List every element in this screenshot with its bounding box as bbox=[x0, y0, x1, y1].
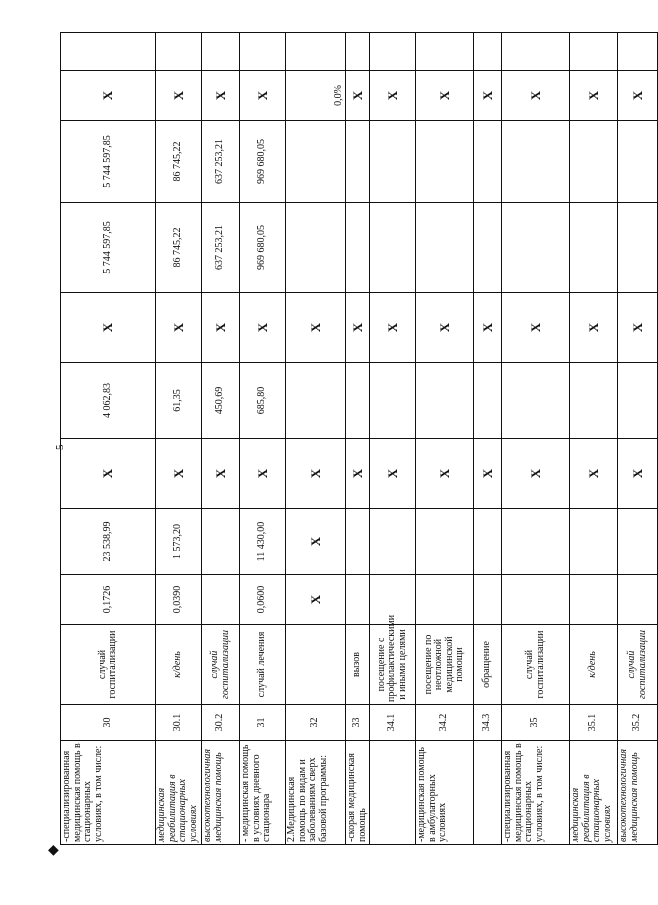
budget-per-capita-cell: X bbox=[61, 439, 156, 509]
table-row bbox=[618, 33, 658, 845]
total-cell bbox=[416, 121, 474, 203]
oms-per-capita-cell bbox=[474, 363, 502, 439]
oms-total-cell bbox=[346, 203, 370, 293]
oms-total-cell bbox=[570, 203, 618, 293]
share-cell: X bbox=[416, 71, 474, 121]
budget-total-cell: X bbox=[370, 293, 416, 363]
budget-per-capita-cell: X bbox=[370, 439, 416, 509]
empty-cell bbox=[474, 33, 502, 71]
oms-per-capita-cell bbox=[286, 363, 346, 439]
total-cell bbox=[570, 121, 618, 203]
unit-cell: обращение bbox=[474, 625, 502, 705]
oms-per-capita-cell: 4 062,83 bbox=[61, 363, 156, 439]
budget-total-cell: X bbox=[61, 293, 156, 363]
budget-total-cell: X bbox=[570, 293, 618, 363]
unit-cell: посещение с профилактическими и иными целями bbox=[370, 625, 416, 705]
table-row bbox=[416, 33, 474, 845]
oms-total-cell: 5 744 597,85 bbox=[61, 203, 156, 293]
oms-total-cell: 637 253,21 bbox=[202, 203, 240, 293]
share-cell: X bbox=[240, 71, 286, 121]
cost-cell bbox=[416, 509, 474, 575]
total-cell bbox=[474, 121, 502, 203]
row-name-cell: -скорая медицинская помощь bbox=[346, 741, 370, 845]
budget-total-cell: X bbox=[502, 293, 570, 363]
volume-cell: 0,0600 bbox=[240, 575, 286, 625]
budget-total-cell: X bbox=[416, 293, 474, 363]
row-code-cell: 34.1 bbox=[370, 705, 416, 741]
row-code-cell: 30.2 bbox=[202, 705, 240, 741]
oms-per-capita-cell: 450,69 bbox=[202, 363, 240, 439]
row-code-cell: 35 bbox=[502, 705, 570, 741]
row-code-cell: 30 bbox=[61, 705, 156, 741]
oms-per-capita-cell: 61,35 bbox=[156, 363, 202, 439]
cost-cell: 11 430,00 bbox=[240, 509, 286, 575]
budget-per-capita-cell: X bbox=[618, 439, 658, 509]
volume-cell bbox=[346, 575, 370, 625]
share-cell: X bbox=[370, 71, 416, 121]
row-code-cell: 35.2 bbox=[618, 705, 658, 741]
oms-per-capita-cell bbox=[346, 363, 370, 439]
share-cell: X bbox=[570, 71, 618, 121]
cost-cell: X bbox=[286, 509, 346, 575]
budget-per-capita-cell: X bbox=[474, 439, 502, 509]
row-name-cell: высокотехнологичная медицинская помощь bbox=[618, 741, 658, 845]
unit-cell: случай госпитализации bbox=[618, 625, 658, 705]
unit-cell bbox=[286, 625, 346, 705]
total-cell bbox=[370, 121, 416, 203]
row-name-cell bbox=[474, 741, 502, 845]
row-name-cell: медицинская реабилитация в стационарных условиях bbox=[570, 741, 618, 845]
share-cell: X bbox=[61, 71, 156, 121]
oms-total-cell bbox=[618, 203, 658, 293]
row-name-cell: медицинская реабилитация в стационарных условиях bbox=[156, 741, 202, 845]
budget-per-capita-cell: X bbox=[156, 439, 202, 509]
oms-per-capita-cell bbox=[618, 363, 658, 439]
table-row bbox=[570, 33, 618, 845]
budget-total-cell: X bbox=[474, 293, 502, 363]
total-cell bbox=[286, 121, 346, 203]
volume-cell: 0,0390 bbox=[156, 575, 202, 625]
table-row bbox=[370, 33, 416, 845]
empty-cell bbox=[618, 33, 658, 71]
oms-total-cell bbox=[370, 203, 416, 293]
total-cell: 969 680,05 bbox=[240, 121, 286, 203]
total-cell bbox=[346, 121, 370, 203]
table-row bbox=[474, 33, 502, 845]
oms-per-capita-cell bbox=[570, 363, 618, 439]
oms-per-capita-cell bbox=[502, 363, 570, 439]
table-row bbox=[286, 33, 346, 845]
cost-cell bbox=[346, 509, 370, 575]
rotated-table-wrapper bbox=[60, 33, 648, 845]
budget-total-cell: X bbox=[286, 293, 346, 363]
volume-cell bbox=[474, 575, 502, 625]
empty-cell bbox=[286, 33, 346, 71]
table-row bbox=[61, 33, 156, 845]
share-cell: X bbox=[156, 71, 202, 121]
cost-cell: 1 573,20 bbox=[156, 509, 202, 575]
unit-cell: случай госпитализации bbox=[502, 625, 570, 705]
oms-per-capita-cell bbox=[370, 363, 416, 439]
volume-cell bbox=[618, 575, 658, 625]
volume-cell: X bbox=[286, 575, 346, 625]
budget-total-cell: X bbox=[346, 293, 370, 363]
unit-cell: к/день bbox=[156, 625, 202, 705]
empty-cell bbox=[61, 33, 156, 71]
row-name-cell: высокотехнологичная медицинская помощь bbox=[202, 741, 240, 845]
empty-cell bbox=[502, 33, 570, 71]
budget-per-capita-cell: X bbox=[346, 439, 370, 509]
total-cell: 86 745,22 bbox=[156, 121, 202, 203]
empty-cell bbox=[202, 33, 240, 71]
oms-total-cell: 86 745,22 bbox=[156, 203, 202, 293]
volume-cell bbox=[502, 575, 570, 625]
row-name-cell: -специализированная медицинская помощь в стационарных условиях, в том числе: bbox=[61, 741, 156, 845]
budget-per-capita-cell: X bbox=[202, 439, 240, 509]
share-cell: X bbox=[618, 71, 658, 121]
oms-total-cell bbox=[286, 203, 346, 293]
cost-cell: 23 538,99 bbox=[61, 509, 156, 575]
row-name-cell: 2.Медицинская помощь по видам и заболеваниям сверх базовой программы: bbox=[286, 741, 346, 845]
cost-cell bbox=[370, 509, 416, 575]
table-row bbox=[202, 33, 240, 845]
row-code-cell: 34.3 bbox=[474, 705, 502, 741]
budget-per-capita-cell: X bbox=[570, 439, 618, 509]
row-name-cell: -медицинская помощь в амбулаторных условиях bbox=[416, 741, 474, 845]
cost-cell bbox=[202, 509, 240, 575]
row-code-cell: 31 bbox=[240, 705, 286, 741]
budget-total-cell: X bbox=[618, 293, 658, 363]
budget-total-cell: X bbox=[240, 293, 286, 363]
share-cell: X bbox=[474, 71, 502, 121]
row-code-cell: 35.1 bbox=[570, 705, 618, 741]
row-name-cell bbox=[370, 741, 416, 845]
cost-cell bbox=[618, 509, 658, 575]
cost-cell bbox=[570, 509, 618, 575]
unit-cell: случай госпитализации bbox=[61, 625, 156, 705]
oms-total-cell bbox=[416, 203, 474, 293]
financing-table bbox=[60, 32, 658, 845]
share-cell: 0,0% bbox=[286, 71, 346, 121]
oms-total-cell: 969 680,05 bbox=[240, 203, 286, 293]
oms-per-capita-cell: 685,80 bbox=[240, 363, 286, 439]
total-cell bbox=[618, 121, 658, 203]
page-number: 5 bbox=[54, 444, 66, 450]
unit-cell: случай лечения bbox=[240, 625, 286, 705]
row-name-cell: - медицинская помощь в условиях дневного стационара bbox=[240, 741, 286, 845]
unit-cell: случай госпитализации bbox=[202, 625, 240, 705]
table-row bbox=[240, 33, 286, 845]
table-row bbox=[502, 33, 570, 845]
empty-cell bbox=[346, 33, 370, 71]
cost-cell bbox=[474, 509, 502, 575]
oms-total-cell bbox=[474, 203, 502, 293]
oms-per-capita-cell bbox=[416, 363, 474, 439]
unit-cell: к/день bbox=[570, 625, 618, 705]
total-cell: 637 253,21 bbox=[202, 121, 240, 203]
unit-cell: посещение по неотложной медицинской помощи bbox=[416, 625, 474, 705]
empty-cell bbox=[370, 33, 416, 71]
budget-per-capita-cell: X bbox=[240, 439, 286, 509]
row-name-cell: -специализированная медицинская помощь в стационарных условиях, в том числе: bbox=[502, 741, 570, 845]
cost-cell bbox=[502, 509, 570, 575]
volume-cell bbox=[570, 575, 618, 625]
share-cell: X bbox=[202, 71, 240, 121]
share-cell: X bbox=[346, 71, 370, 121]
empty-cell bbox=[416, 33, 474, 71]
total-cell bbox=[502, 121, 570, 203]
total-cell: 5 744 597,85 bbox=[61, 121, 156, 203]
corner-mark: ◆ bbox=[48, 843, 59, 858]
row-code-cell: 34.2 bbox=[416, 705, 474, 741]
row-code-cell: 33 bbox=[346, 705, 370, 741]
budget-per-capita-cell: X bbox=[502, 439, 570, 509]
budget-per-capita-cell: X bbox=[416, 439, 474, 509]
volume-cell bbox=[416, 575, 474, 625]
share-cell: X bbox=[502, 71, 570, 121]
oms-total-cell bbox=[502, 203, 570, 293]
volume-cell: 0,1726 bbox=[61, 575, 156, 625]
budget-total-cell: X bbox=[156, 293, 202, 363]
table-row bbox=[346, 33, 370, 845]
row-code-cell: 32 bbox=[286, 705, 346, 741]
table-row bbox=[156, 33, 202, 845]
table-body bbox=[61, 33, 658, 845]
budget-per-capita-cell: X bbox=[286, 439, 346, 509]
unit-cell: вызов bbox=[346, 625, 370, 705]
budget-total-cell: X bbox=[202, 293, 240, 363]
empty-cell bbox=[570, 33, 618, 71]
empty-cell bbox=[240, 33, 286, 71]
empty-cell bbox=[156, 33, 202, 71]
row-code-cell: 30.1 bbox=[156, 705, 202, 741]
volume-cell bbox=[202, 575, 240, 625]
